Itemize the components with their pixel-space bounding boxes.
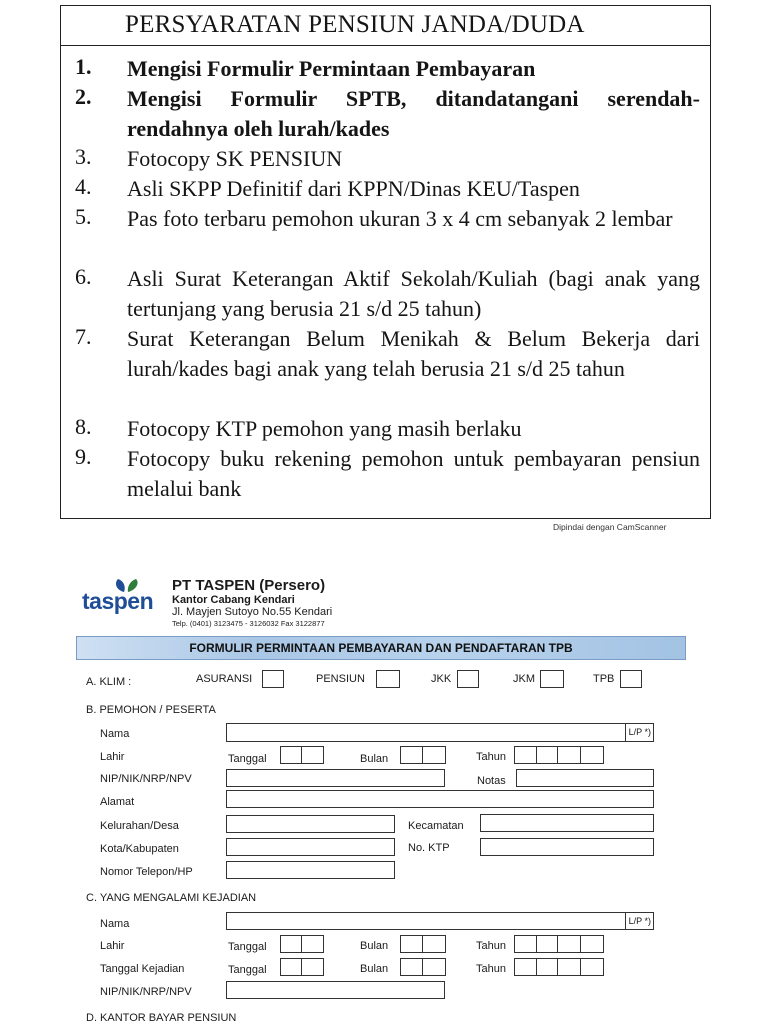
ktp-label: No. KTP [408, 842, 450, 854]
lp-indicator: L/P *) [625, 724, 651, 741]
bulan-label: Bulan [360, 963, 389, 975]
section-d-label: D. KANTOR BAYAR PENSIUN [86, 1012, 237, 1024]
form-title: FORMULIR PERMINTAAN PEMBAYARAN DAN PENDAFTARAN TPB [189, 641, 573, 655]
requirement-number: 5. [75, 204, 92, 229]
option-tpb-label: TPB [593, 673, 615, 685]
requirement-text: Pas foto terbaru pemohon ukuran 3 x 4 cm sebanyak 2 lembar [127, 206, 673, 231]
tanggal-label: Tanggal [228, 753, 267, 765]
option-jkk-label: JKK [431, 673, 452, 685]
requirement-text: Asli SKPP Definitif dari KPPN/Dinas KEU/Taspen [127, 176, 580, 201]
victim-nip-field[interactable] [226, 981, 445, 999]
checkbox-jkk[interactable] [457, 670, 479, 688]
telepon-label: Nomor Telepon/HP [100, 866, 193, 878]
checkbox-asuransi[interactable] [262, 670, 284, 688]
ktp-field[interactable] [480, 838, 654, 856]
requirement-number: 9. [75, 444, 92, 469]
tahun-label: Tahun [476, 963, 506, 975]
kelurahan-field[interactable] [226, 815, 395, 833]
checkbox-pensiun[interactable] [376, 670, 400, 688]
requirement-text: Mengisi Formulir Permintaan Pembayaran [127, 56, 536, 81]
requirement-text: Surat Keterangan Belum Menikah & Belum Bekerja dari lurah/kades bagi anak yang telah berusia 21 s/d 25 tahun [127, 326, 700, 381]
kota-field[interactable] [226, 838, 395, 856]
birth-day-field[interactable] [280, 746, 324, 764]
checkbox-tpb[interactable] [620, 670, 642, 688]
nip-field[interactable] [226, 769, 445, 787]
tanggal-kejadian-label: Tanggal Kejadian [100, 963, 185, 975]
lahir-label: Lahir [100, 751, 125, 763]
event-day-field[interactable] [280, 958, 324, 976]
nip-label: NIP/NIK/NRP/NPV [100, 773, 192, 785]
requirement-number: 6. [75, 264, 92, 289]
event-month-field[interactable] [400, 958, 446, 976]
requirement-number: 4. [75, 174, 92, 199]
company-name: PT TASPEN (Persero) [172, 577, 326, 594]
requirement-text: Asli Surat Keterangan Aktif Sekolah/Kuliah (bagi anak yang tertunjang yang berusia 21 s/d 25 tahun) [127, 266, 700, 321]
telepon-field[interactable] [226, 861, 395, 879]
company-info [172, 577, 332, 628]
requirement-text: Fotocopy SK PENSIUN [127, 146, 343, 171]
lahir-label: Lahir [100, 940, 125, 952]
requirement-number: 7. [75, 324, 92, 349]
company-address: Jl. Mayjen Sutoyo No.55 Kendari [172, 606, 333, 618]
kota-label: Kota/Kabupaten [100, 843, 179, 855]
requirement-number: 1. [75, 54, 92, 79]
requirements-box [60, 5, 711, 519]
tahun-label: Tahun [476, 751, 506, 763]
birth-month-field[interactable] [400, 746, 446, 764]
requirement-number: 2. [75, 84, 92, 109]
notas-label: Notas [477, 775, 506, 787]
kecamatan-field[interactable] [480, 814, 654, 832]
event-year-field[interactable] [514, 958, 604, 976]
section-a-label: A. KLIM : [86, 676, 132, 688]
requirement-text: Mengisi Formulir SPTB, ditandatangani serendah-rendahnya oleh lurah/kades [127, 86, 700, 141]
nama-label: Nama [100, 728, 130, 740]
requirement-text: Fotocopy buku rekening pemohon untuk pembayaran pensiun melalui bank [127, 446, 700, 501]
company-phone: Telp. (0401) 3123475 - 3126032 Fax 3122877 [172, 619, 325, 628]
option-jkm-label: JKM [513, 673, 535, 685]
tanggal-label: Tanggal [228, 941, 267, 953]
notas-field[interactable] [516, 769, 654, 787]
kecamatan-label: Kecamatan [408, 820, 464, 832]
victim-nama-field[interactable] [226, 912, 654, 930]
requirement-number: 8. [75, 414, 92, 439]
alamat-field[interactable] [226, 790, 654, 808]
option-pensiun-label: PENSIUN [316, 673, 365, 685]
birth-year-field[interactable] [514, 746, 604, 764]
alamat-label: Alamat [100, 796, 135, 808]
tahun-label: Tahun [476, 940, 506, 952]
company-branch: Kantor Cabang Kendari [172, 594, 295, 606]
tanggal-label: Tanggal [228, 964, 267, 976]
kelurahan-label: Kelurahan/Desa [100, 820, 179, 832]
bulan-label: Bulan [360, 753, 389, 765]
form-title-banner [76, 636, 686, 660]
logo-text: taspen [82, 588, 154, 614]
nama-field[interactable] [226, 723, 654, 742]
scanner-note: Dipindai dengan CamScanner [553, 522, 667, 532]
option-asuransi-label: ASURANSI [196, 673, 253, 685]
victim-birth-day-field[interactable] [280, 935, 324, 953]
section-c-label: C. YANG MENGALAMI KEJADIAN [86, 892, 257, 904]
victim-birth-month-field[interactable] [400, 935, 446, 953]
nama-label: Nama [100, 918, 130, 930]
checkbox-jkm[interactable] [540, 670, 564, 688]
requirement-number: 3. [75, 144, 92, 169]
requirements-title: PERSYARATAN PENSIUN JANDA/DUDA [61, 6, 710, 46]
victim-birth-year-field[interactable] [514, 935, 604, 953]
section-b-label: B. PEMOHON / PESERTA [86, 704, 216, 716]
lp-indicator: L/P *) [625, 913, 651, 929]
bulan-label: Bulan [360, 940, 389, 952]
requirement-text: Fotocopy KTP pemohon yang masih berlaku [127, 416, 522, 441]
taspen-logo [82, 578, 162, 628]
nip-label: NIP/NIK/NRP/NPV [100, 986, 192, 998]
